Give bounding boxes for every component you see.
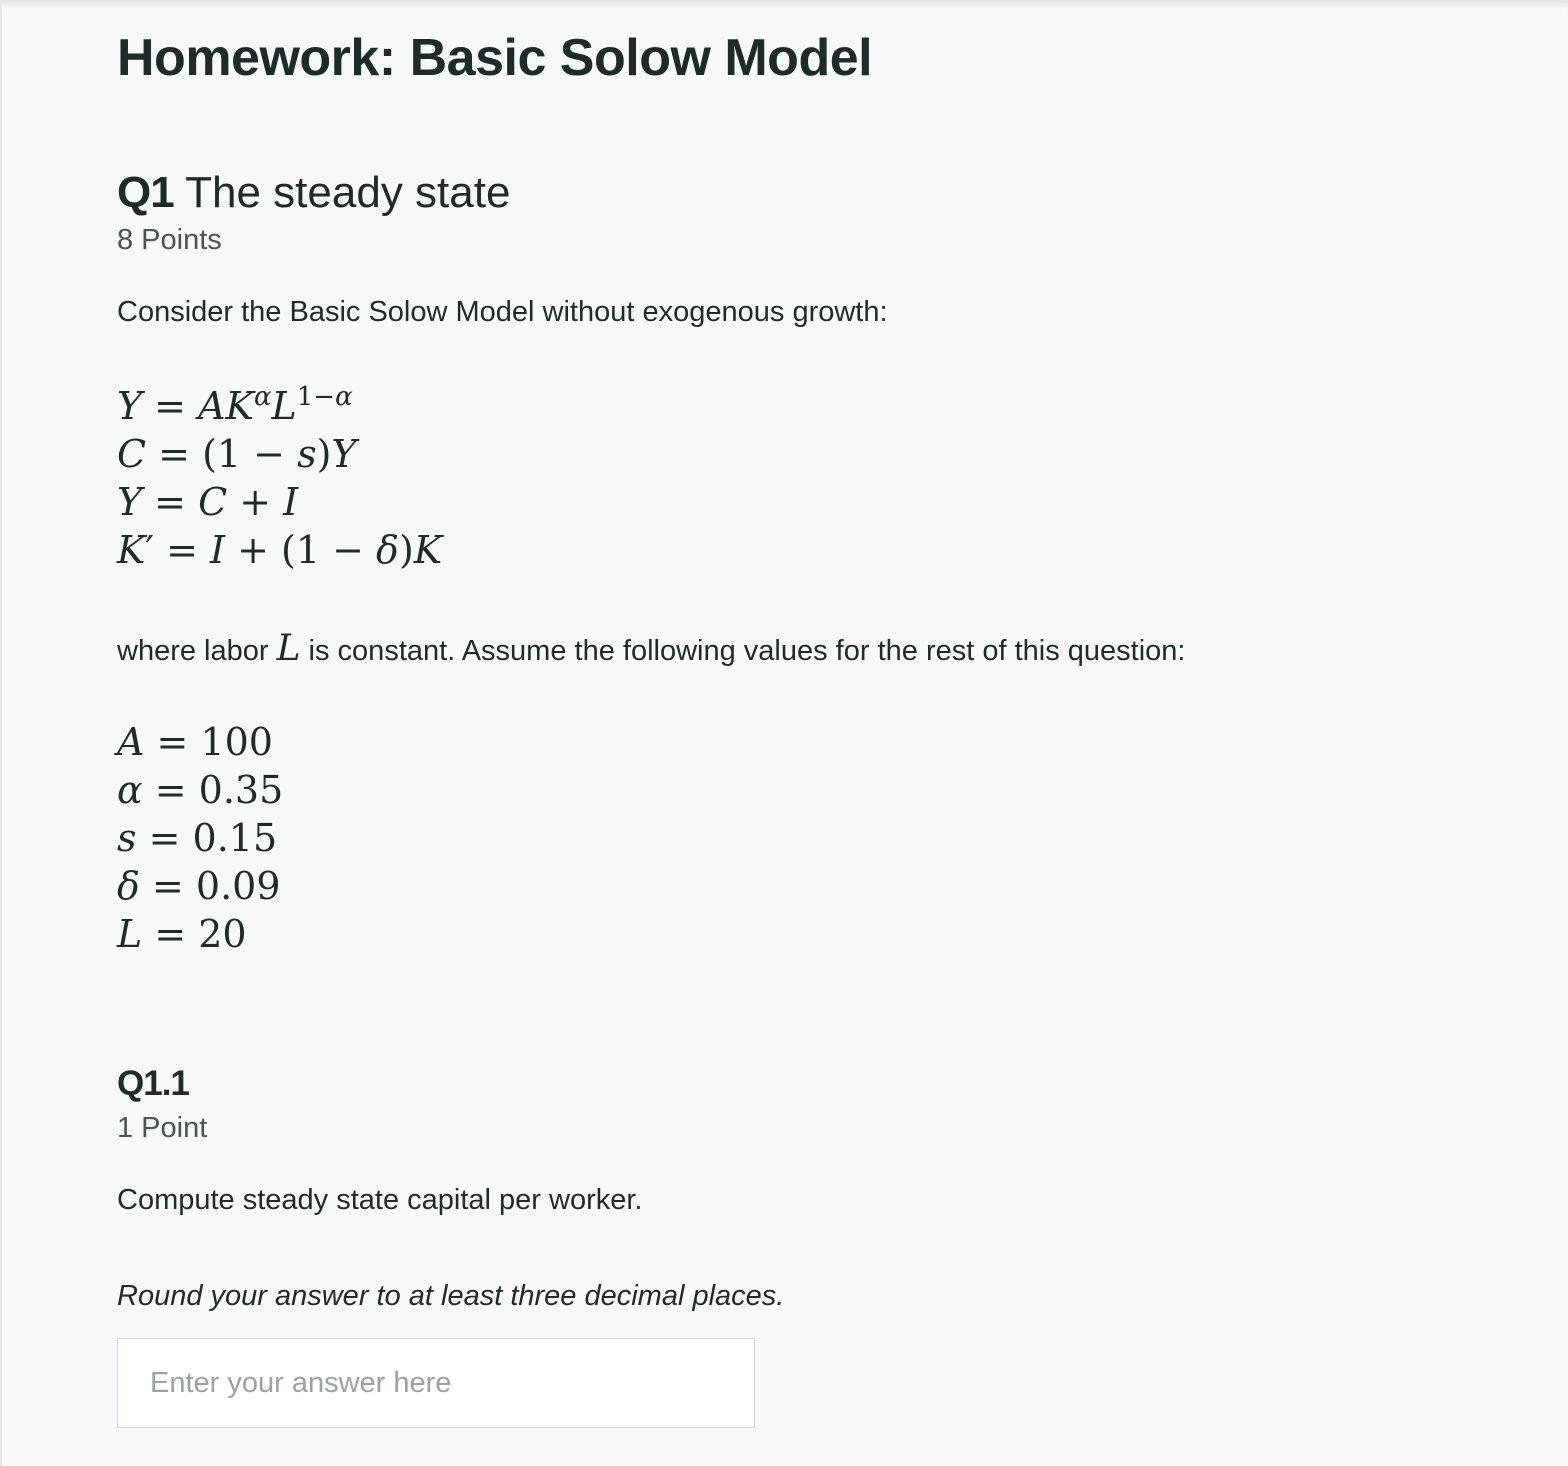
answer-input[interactable]	[117, 1338, 755, 1428]
model-equations	[117, 382, 442, 574]
equation-production: $Y = AK^\alpha L^{1-\alpha}$	[117, 382, 353, 428]
equation-resource: Y = C + I	[117, 480, 299, 524]
parameter-row: α = 0.35	[117, 768, 284, 812]
parameter-row: L = 20	[117, 912, 247, 956]
subquestion-number: Q1.1	[117, 1064, 189, 1103]
parameter-row: s = 0.15	[117, 816, 278, 860]
question-intro: Consider the Basic Solow Model without exogenous growth:	[117, 296, 888, 328]
question-title: The steady state	[185, 168, 511, 217]
equation-consumption: C = (1 − s)Y	[117, 432, 357, 476]
subquestion-points: 1 Point	[117, 1112, 208, 1144]
equation-capital-accumulation: K′ = I + (1 − δ)K	[117, 528, 443, 572]
labor-variable: L	[276, 628, 301, 669]
question-heading	[117, 168, 510, 218]
question-number: Q1	[117, 168, 174, 217]
subquestion-prompt: Compute steady state capital per worker.	[117, 1184, 643, 1216]
rounding-instruction: Round your answer to at least three decimal places.	[117, 1280, 785, 1312]
parameter-row: δ = 0.09	[117, 864, 281, 908]
parameter-values	[117, 718, 283, 958]
constant-labor-text: where labor L is constant. Assume the following values for the rest of this question:	[117, 628, 1186, 669]
page-title: Homework: Basic Solow Model	[117, 29, 873, 87]
parameter-row: A = 100	[117, 720, 273, 764]
question-points: 8 Points	[117, 224, 222, 256]
